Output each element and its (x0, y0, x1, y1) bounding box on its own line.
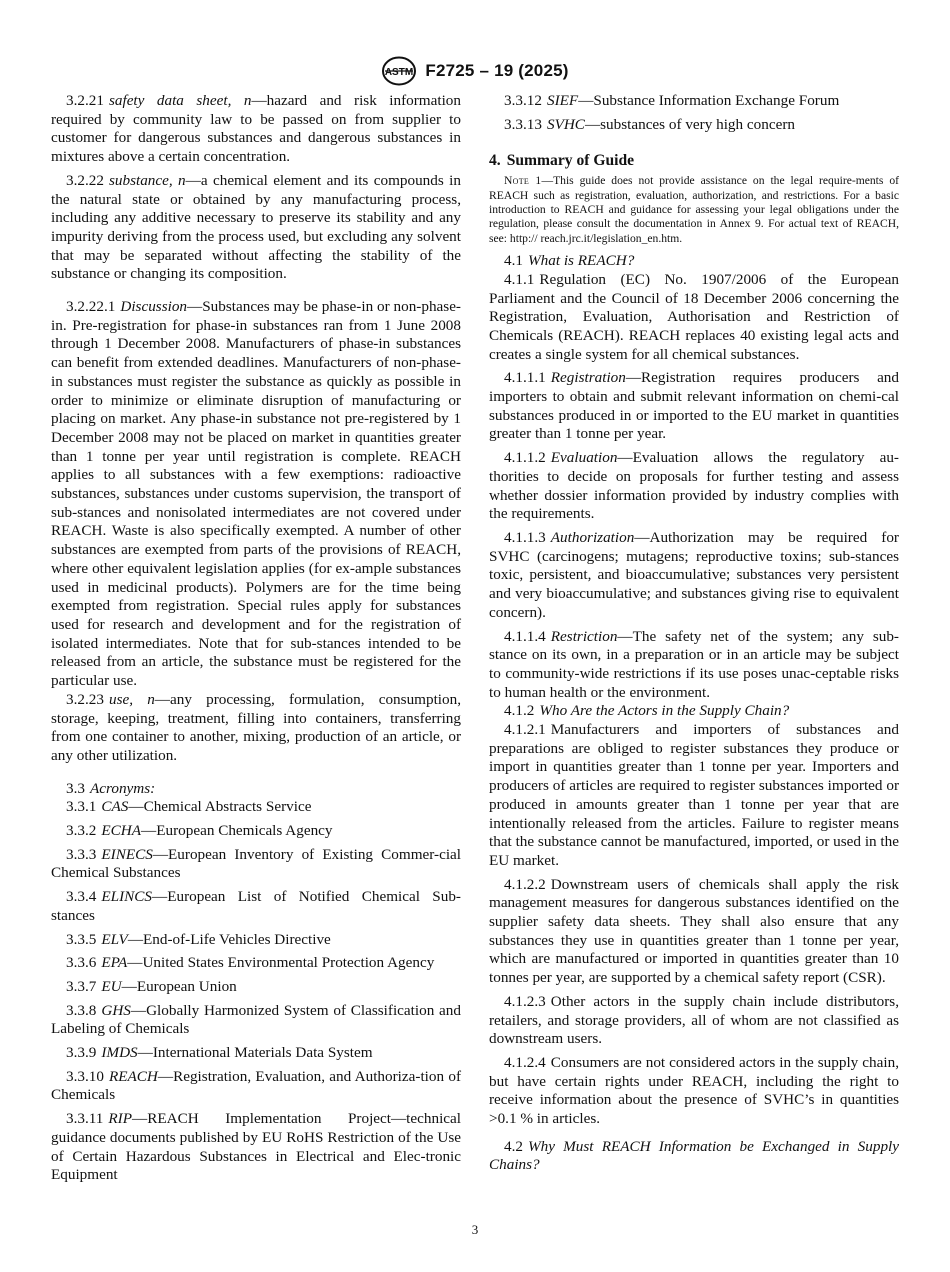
definition-3-2-22: 3.2.22 substance, n—a chemical element and its compounds in the natural state or obtained by any manufacturing process, including any additive necessary to preserve its stability and any impurity deriving from the process used, but excluding any solvent that may be separated without affecting the stability of the substance or changing its composition. (51, 171, 461, 283)
acronym-svhc: 3.3.13 SVHC—substances of very high concern (504, 115, 795, 133)
acronyms-heading: 3.3 Acronyms: (66, 779, 156, 797)
paragraph-4-1-1-4: 4.1.1.4 Restriction—The safety net of the system; any sub-stance on its own, in a preparation or in an article may be subject to community-wide restrictions if its use poses unac-ceptable risks to human health or the environment. (489, 627, 899, 701)
definition-3-2-23: 3.2.23 use, n—any processing, formulation, consumption, storage, keeping, treatment, filling into containers, transferring from one container to another, mixing, production of an article, or any other utilization. (51, 690, 461, 764)
right-column (489, 92, 899, 1180)
paragraph-4-1-1-1: 4.1.1.1 Registration—Registration requires producers and importers to obtain and submit relevant information on chemi-cal substances produced in or imported to the EU market in quantities greater than 1 tonne per year. (489, 369, 899, 443)
acronym-elv: 3.3.5 ELV—End-of-Life Vehicles Directive (66, 930, 331, 948)
paragraph-4-1-2-2: 4.1.2.2 Downstream users of chemicals shall apply the risk management measures for dangerous substances identified on the supplier safety data sheets. They shall also ensure that any substances they use in quantities greater than 1 tonne per year, which are manufactured or imported in quantities greater than 10 tonnes per year, are supported by a chemical safety report (CSR). (489, 875, 899, 987)
acronym-imds: 3.3.9 IMDS—International Materials Data System (66, 1044, 373, 1062)
acronym-cas: 3.3.1 CAS—Chemical Abstracts Service (66, 798, 312, 816)
acronym-elincs: 3.3.4 ELINCS—European List of Notified Chemical Sub-stances (51, 888, 461, 924)
page-number: 3 (471, 1222, 479, 1237)
paragraph-4-1-2-1: 4.1.2.1 Manufacturers and importers of substances and preparations are obliged to register substances they produce or import in quantities greater than 1 tonne per year. Importers and producers of articles are required to register substances imported or produced in amounts greater than 1 tonne per year that are intentionally released from the articles. Failure to register means that the substance cannot be manufactured, imported, or used in the EU market. (489, 721, 899, 869)
paragraph-4-1-1-2: 4.1.1.2 Evaluation—Evaluation allows the regulatory au-thorities to decide on proposals for further testing and assess whether dossier information provided by industry complies with the requirements. (489, 449, 899, 523)
page-header (0, 56, 950, 86)
note-1: Note 1—This guide does not provide assistance on the legal require-ments of REACH such as registration, evaluation, authorization, and restrictions. For a basic introduction to REACH and guidance for assessing your legal obligations under the regulation, please consult the documentation in Annex 9. For actual text of REACH, see: http:// reach.jrc.it/legislation_en.htm. (489, 174, 899, 245)
definition-3-2-21: 3.2.21 safety data sheet, n—hazard and risk information required by community law to be passed on from supplier to customer for dangerous substances and dangerous substances in mixtures above a certain concentration. (51, 92, 461, 166)
acronym-echa: 3.3.2 ECHA—European Chemicals Agency (66, 822, 333, 840)
acronym-einecs: 3.3.3 EINECS—European Inventory of Existing Commer-cial Chemical Substances (51, 845, 461, 882)
subsection-4-1-2: 4.1.2 Who Are the Actors in the Supply Chain? (504, 702, 790, 720)
acronym-epa: 3.3.6 EPA—United States Environmental Protection Agency (66, 954, 435, 972)
subsection-4-2: 4.2 Why Must REACH Information be Exchanged in Supply Chains? (489, 1137, 899, 1174)
section-4-heading: 4. Summary of Guide (489, 152, 635, 170)
discussion-3-2-22-1: 3.2.22.1 Discussion—Substances may be phase-in or non-phase-in. Pre-registration for phase-in substances ran from 1 June 2008 through 1 December 2008. Manufacturers of phase-in substances can benefit from extended deadlines. Manufacturers of non-phase-in substances must register the substance as quickly as possible in order to minimize or eliminate disruption of manufacturing or placing on market. Any phase-in substance not pre-registered by 1 December 2008 may not be placed on market in quantities greater than 1 tonne per year until registration is complete. REACH applies to all substances with a few exemptions: radioactive substances, substances under customs supervision, the transport of sub-stances and nonisolated intermediates are not covered under REACH. Waste is also specifically exempted. A number of other substances are exempted from parts of the provisions of REACH, where other equivalent legislation applies (for ex-ample substances used in medicinal products). Polymers are for the time being exempted from registration. Special rules apply for substances used for research and development and for the registration of isolated intermediates. Note that for sub-stances intended to be released from an article, the substance must be registered for the particular use. (51, 298, 461, 690)
paragraph-4-1-2-4: 4.1.2.4 Consumers are not considered actors in the supply chain, but have certain rights under REACH, including the right to receive information about the presence of SVHC’s in quantities >0.1 % in articles. (489, 1053, 899, 1128)
acronym-rip: 3.3.11 RIP—REACH Implementation Project—technical guidance documents published by EU RoHS Restriction of the Use of Certain Hazardous Substances in Electrical and Elec-tronic Equipment (51, 1110, 461, 1184)
acronym-ghs: 3.3.8 GHS—Globally Harmonized System of Classification and Labeling of Chemicals (51, 1001, 461, 1038)
acronym-eu: 3.3.7 EU—European Union (66, 977, 237, 995)
acronym-sief: 3.3.12 SIEF—Substance Information Exchange Forum (504, 92, 840, 109)
astm-logo-icon (381, 56, 417, 86)
paragraph-4-1-1: 4.1.1 Regulation (EC) No. 1907/2006 of the European Parliament and the Council of 18 December 2006 concerning the Registration, Evaluation, Authorisation and Restriction of Chemicals (REACH). REACH replaces 40 existing legal acts and creates a single system for all chemical substances. (489, 270, 899, 363)
standard-designation: F2725 – 19 (2025) (425, 61, 569, 80)
paragraph-4-1-2-3: 4.1.2.3 Other actors in the supply chain include distributors, retailers, and storage providers, all of whom are not classified as downstream users. (489, 992, 899, 1048)
acronym-reach: 3.3.10 REACH—Registration, Evaluation, and Authoriza-tion of Chemicals (51, 1067, 461, 1104)
svg-text:ASTM: ASTM (385, 67, 414, 78)
subsection-4-1: 4.1 What is REACH? (504, 252, 635, 270)
left-column (51, 92, 461, 1190)
paragraph-4-1-1-3: 4.1.1.3 Authorization—Authorization may be required for SVHC (carcinogens; mutagens; reproductive toxins; sub-stances toxic, persistent, and bioaccumulative; substances very persistent and very bioaccumulative; and substances giving rise to equivalent concern). (489, 528, 899, 621)
